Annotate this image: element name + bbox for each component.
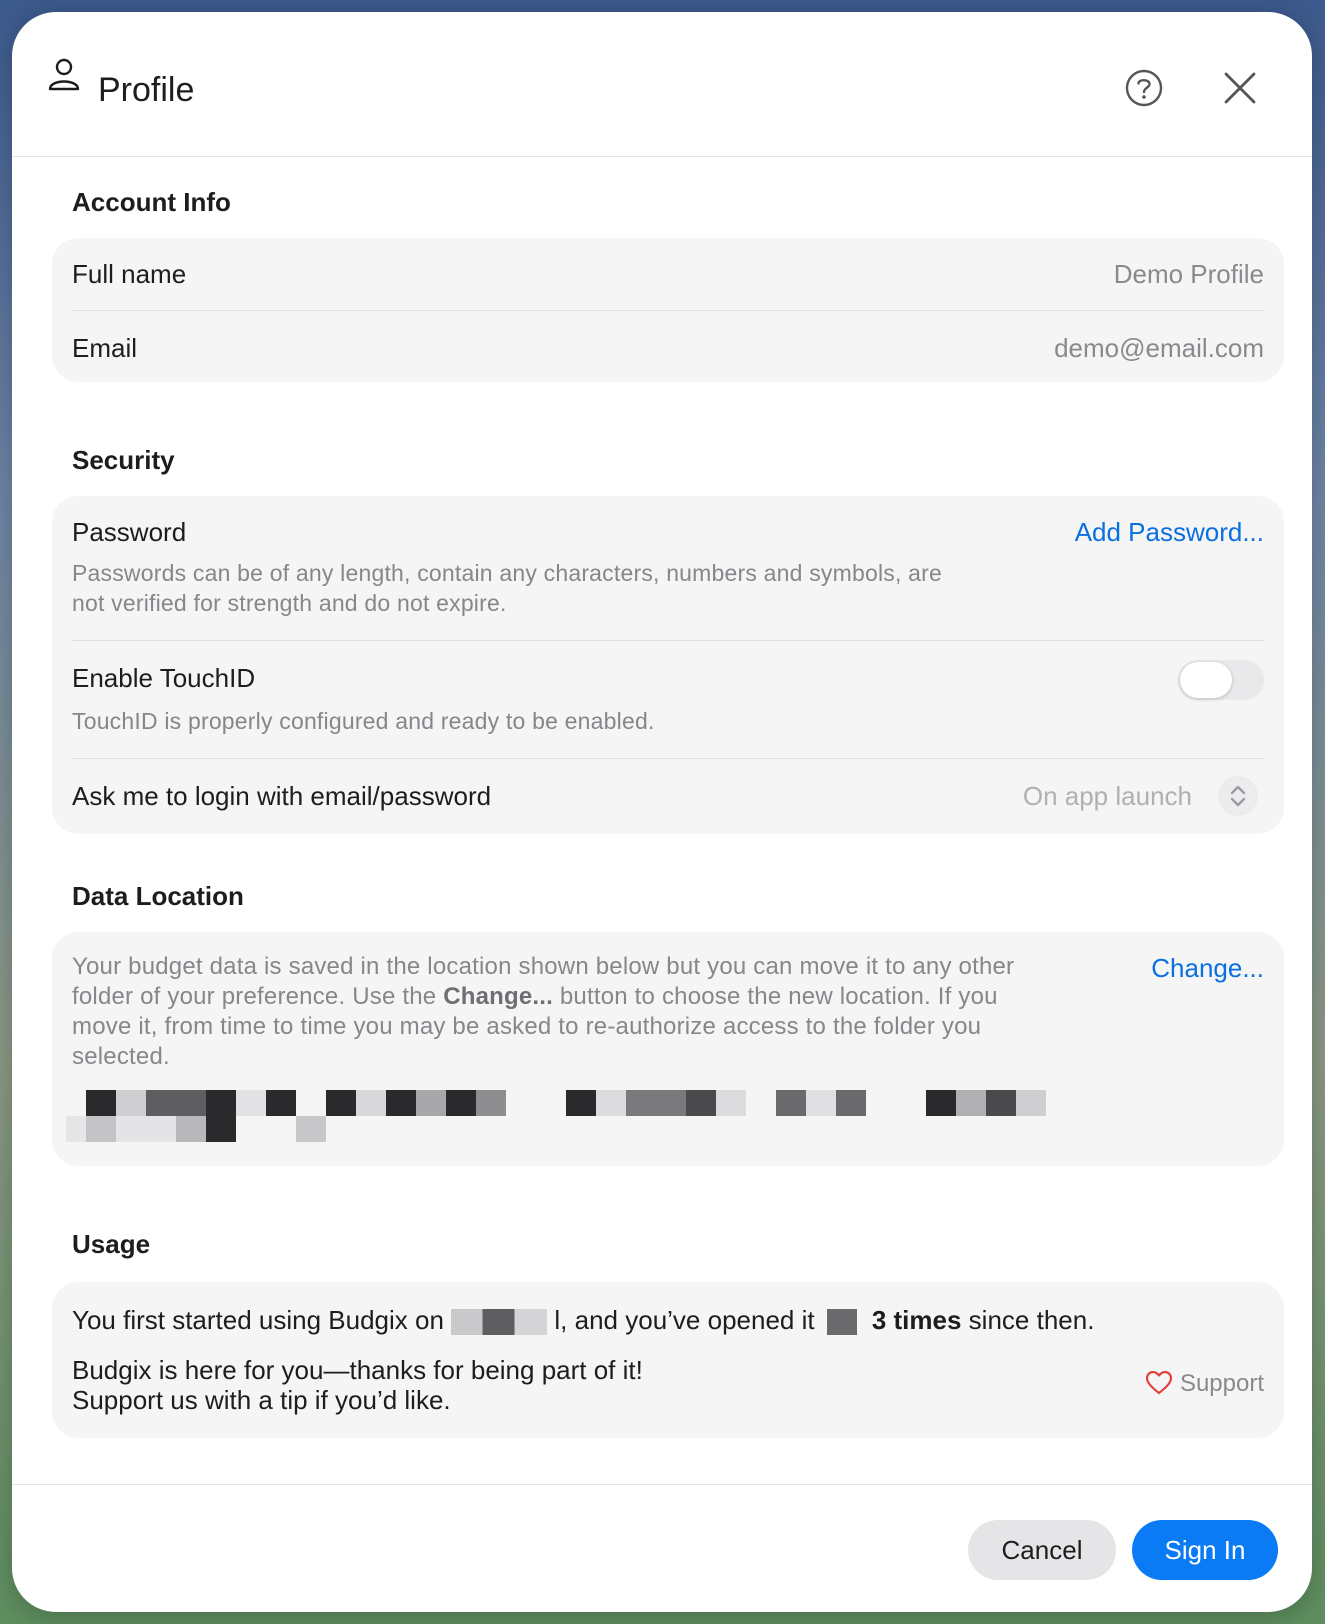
support-button[interactable]: Support bbox=[1146, 1368, 1264, 1400]
redacted-count bbox=[822, 1309, 872, 1335]
account-info-card bbox=[52, 238, 1284, 382]
divider bbox=[72, 640, 1264, 641]
divider bbox=[72, 310, 1264, 311]
security-card bbox=[52, 496, 1284, 834]
data-location-card bbox=[52, 932, 1284, 1166]
sign-in-button[interactable]: Sign In bbox=[1132, 1520, 1278, 1580]
password-description-line1: Passwords can be of any length, contain any characters, numbers and symbols, are bbox=[72, 560, 943, 586]
footer-divider bbox=[12, 1484, 1312, 1485]
profile-window bbox=[12, 12, 1312, 1612]
email-label: Email bbox=[72, 333, 138, 363]
usage-heading: Usage bbox=[72, 1229, 151, 1259]
usage-summary: You first started using Budgix on l, and you’ve opened it 3 times since then. bbox=[72, 1305, 1095, 1335]
thanks-message-line1: Budgix is here for you—thanks for being part of it! bbox=[72, 1355, 643, 1385]
add-password-link[interactable]: Add Password... bbox=[1074, 517, 1264, 547]
window-title: Profile bbox=[98, 71, 195, 109]
heart-icon bbox=[1146, 1371, 1172, 1395]
touchid-toggle[interactable] bbox=[1178, 660, 1264, 700]
full-name-label: Full name bbox=[72, 259, 187, 289]
login-frequency-select[interactable]: On app launch bbox=[1022, 781, 1192, 811]
full-name-value[interactable]: Demo Profile bbox=[1113, 259, 1264, 289]
cancel-button[interactable]: Cancel bbox=[968, 1520, 1116, 1580]
usage-card bbox=[52, 1282, 1284, 1438]
data-location-heading: Data Location bbox=[72, 881, 244, 911]
touchid-label: Enable TouchID bbox=[72, 663, 256, 693]
data-location-desc-line4: selected. bbox=[72, 1043, 170, 1070]
close-icon[interactable] bbox=[1222, 70, 1258, 106]
divider bbox=[72, 758, 1264, 759]
thanks-message-line2: Support us with a tip if you’d like. bbox=[72, 1385, 451, 1415]
question-circle-icon[interactable] bbox=[1124, 68, 1164, 108]
email-value[interactable]: demo@email.com bbox=[1054, 333, 1264, 363]
data-location-desc-line3: move it, from time to time you may be asked to re-authorize access to the folder you bbox=[72, 1013, 982, 1040]
redacted-date bbox=[451, 1309, 547, 1335]
touchid-description: TouchID is properly configured and ready to be enabled. bbox=[72, 708, 655, 734]
chevron-updown-icon[interactable] bbox=[1218, 776, 1258, 816]
login-prompt-label: Ask me to login with email/password bbox=[72, 781, 492, 811]
change-location-link[interactable]: Change... bbox=[1151, 953, 1264, 983]
data-location-desc-line2: folder of your preference. Use the Change... button to choose the new location. If you bbox=[72, 983, 998, 1010]
password-description-line2: not verified for strength and do not expire. bbox=[72, 590, 507, 616]
data-location-desc-line1: Your budget data is saved in the location shown below but you can move it to any other bbox=[72, 953, 1015, 980]
account-info-heading: Account Info bbox=[72, 187, 231, 217]
security-heading: Security bbox=[72, 445, 175, 475]
toggle-knob bbox=[1180, 662, 1232, 698]
title-bar bbox=[12, 12, 1312, 157]
password-label: Password bbox=[72, 517, 187, 547]
person-icon bbox=[46, 56, 82, 92]
